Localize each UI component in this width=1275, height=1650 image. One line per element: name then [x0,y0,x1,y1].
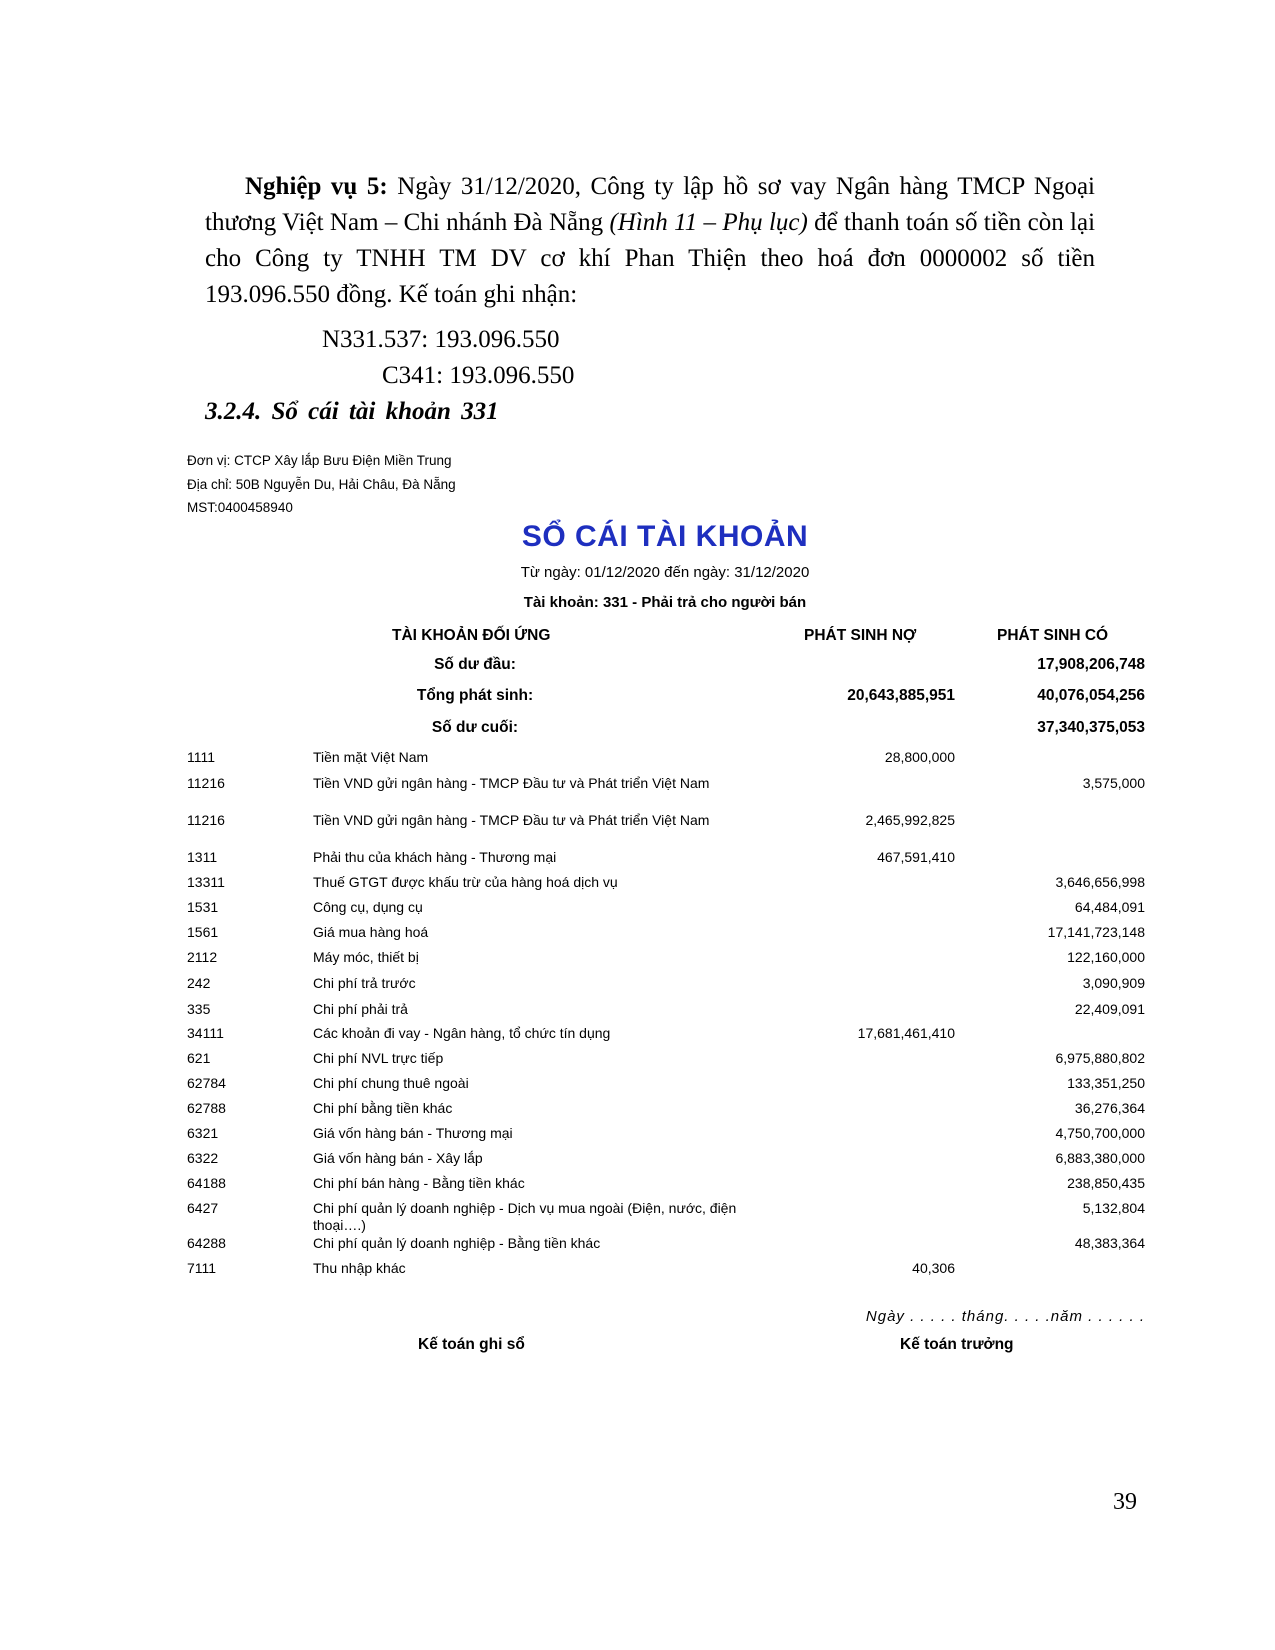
row-account-name: Tiền VND gửi ngân hàng - TMCP Đầu tư và Phát triển Việt Nam [313,775,710,791]
row-account-name: Các khoản đi vay - Ngân hàng, tổ chức tín dụng [313,1025,611,1041]
row-account-name: Chi phí trả trước [313,975,416,991]
row-account-code: 6427 [187,1200,219,1216]
ledger-title: SỔ CÁI TÀI KHOẢN [521,520,809,553]
opening-balance-credit: 17,908,206,748 [1037,656,1145,673]
row-account-name: Tiền mặt Việt Nam [313,749,429,765]
row-credit: 6,975,880,802 [1055,1050,1145,1066]
page-number: 39 [1113,1489,1137,1515]
row-debit: 467,591,410 [877,849,955,865]
column-header-debit: PHÁT SINH NỢ [804,627,917,644]
company-info [187,449,456,520]
row-account-name: Thuế GTGT được khấu trừ của hàng hoá dịch vụ [313,874,618,890]
total-credit: 40,076,054,256 [1037,687,1145,704]
row-credit: 22,409,091 [1074,1001,1145,1017]
row-account-name: Giá mua hàng hoá [313,924,429,940]
row-account-code: 62788 [187,1100,226,1116]
row-account-name: Chi phí phải trả [313,1001,408,1017]
row-account-code: 11216 [187,812,225,828]
row-account-code: 2112 [187,949,218,965]
row-credit: 6,883,380,000 [1055,1150,1145,1166]
row-debit: 17,681,461,410 [857,1025,955,1041]
row-account-name: Chi phí bằng tiền khác [313,1100,453,1116]
row-credit: 36,276,364 [1074,1100,1145,1116]
closing-balance-credit: 37,340,375,053 [1037,719,1145,736]
column-header-account: TÀI KHOẢN ĐỐI ỨNG [392,627,551,644]
column-header-credit: PHÁT SINH CÓ [997,627,1109,644]
row-account-name: Chi phí quản lý doanh nghiệp - Bằng tiền khác [313,1235,601,1251]
row-account-code: 6322 [187,1150,219,1166]
row-account-code: 1111 [187,749,216,765]
row-account-code: 34111 [187,1025,224,1041]
total-label: Tổng phát sinh: [416,687,534,704]
row-account-code: 64188 [187,1175,226,1191]
date-line: Ngày . . . . . tháng. . . . .năm . . . . . . [865,1308,1145,1325]
ledger-account: Tài khoản: 331 - Phải trả cho người bán [523,594,807,611]
row-account-name: Công cụ, dụng cụ [313,899,423,915]
company-address: Địa chỉ: 50B Nguyễn Du, Hải Châu, Đà Nẵng [187,476,456,492]
row-credit: 238,850,435 [1067,1175,1145,1191]
row-credit: 122,160,000 [1067,949,1145,965]
journal-entry-debit: N331.537: 193.096.550 [322,326,560,353]
row-credit: 17,141,723,148 [1047,924,1145,940]
row-debit: 2,465,992,825 [865,812,955,828]
row-credit: 64,484,091 [1074,899,1145,915]
closing-balance-label: Số dư cuối: [431,719,519,736]
row-debit: 40,306 [912,1260,955,1276]
row-account-name: Chi phí bán hàng - Bằng tiền khác [313,1175,525,1191]
row-credit: 133,351,250 [1067,1075,1145,1091]
row-account-code: 7111 [187,1260,217,1276]
row-account-name: Giá vốn hàng bán - Thương mại [313,1125,513,1141]
row-credit: 5,132,804 [1082,1200,1145,1216]
row-account-code: 335 [187,1001,211,1017]
row-debit: 28,800,000 [884,749,955,765]
company-unit: Đơn vị: CTCP Xây lắp Bưu Điện Miền Trung [187,453,452,468]
intro-paragraph [205,169,1095,313]
row-account-code: 6321 [187,1125,219,1141]
row-account-code: 242 [187,975,211,991]
intro-text-2: để thanh toán số tiền còn lại cho Công ty TNHH TM DV cơ khí Phan Thiện theo hoá đơn 0000002 số tiền 193.096.550 đồng. Kế toán ghi nhận: [205,209,1096,308]
row-account-code: 11216 [187,775,225,791]
row-account-code: 62784 [187,1075,226,1091]
row-account-name: Tiền VND gửi ngân hàng - TMCP Đầu tư và Phát triển Việt Nam [313,812,710,828]
section-heading: 3.2.4. Sổ cái tài khoản 331 [205,398,499,425]
row-credit: 48,383,364 [1074,1235,1145,1251]
journal-entry-credit: C341: 193.096.550 [382,362,575,389]
row-account-code: 621 [187,1050,211,1066]
intro-reference: (Hình 11 – Phụ lục) [609,209,808,236]
row-credit: 3,090,909 [1082,975,1145,991]
row-account-name: Chi phí quản lý doanh nghiệp - Dịch vụ mua ngoài (Điện, nước, điện thoại….) [313,1200,737,1233]
row-account-code: 1531 [187,899,219,915]
signer-bookkeeper: Kế toán ghi sổ [418,1336,525,1353]
company-tax-code: MST:0400458940 [187,500,293,515]
row-account-code: 13311 [187,874,225,890]
signer-chief-accountant: Kế toán trưởng [900,1336,1014,1353]
opening-balance-label: Số dư đầu: [434,656,516,673]
row-credit: 3,646,656,998 [1055,874,1145,890]
row-account-name: Chi phí chung thuê ngoài [313,1075,469,1091]
row-account-name: Giá vốn hàng bán - Xây lắp [313,1150,483,1166]
row-account-code: 1561 [187,924,219,940]
row-account-name: Chi phí NVL trực tiếp [313,1050,444,1066]
row-account-code: 1311 [187,849,218,865]
ledger-period: Từ ngày: 01/12/2020 đến ngày: 31/12/2020 [520,564,810,581]
total-debit: 20,643,885,951 [847,687,955,704]
row-account-name: Phải thu của khách hàng - Thương mại [313,849,557,865]
row-account-code: 64288 [187,1235,226,1251]
intro-label: Nghiệp vụ 5: [245,173,388,200]
intro-text-1: Ngày 31/12/2020, Công ty lập hồ sơ vay Ngân hàng TMCP Ngoại thương Việt Nam – Chi nhánh Đà Nẵng [205,173,1095,236]
row-account-name: Máy móc, thiết bị [313,949,419,965]
row-account-name: Thu nhập khác [313,1260,406,1276]
row-credit: 4,750,700,000 [1055,1125,1145,1141]
row-credit: 3,575,000 [1082,775,1145,791]
